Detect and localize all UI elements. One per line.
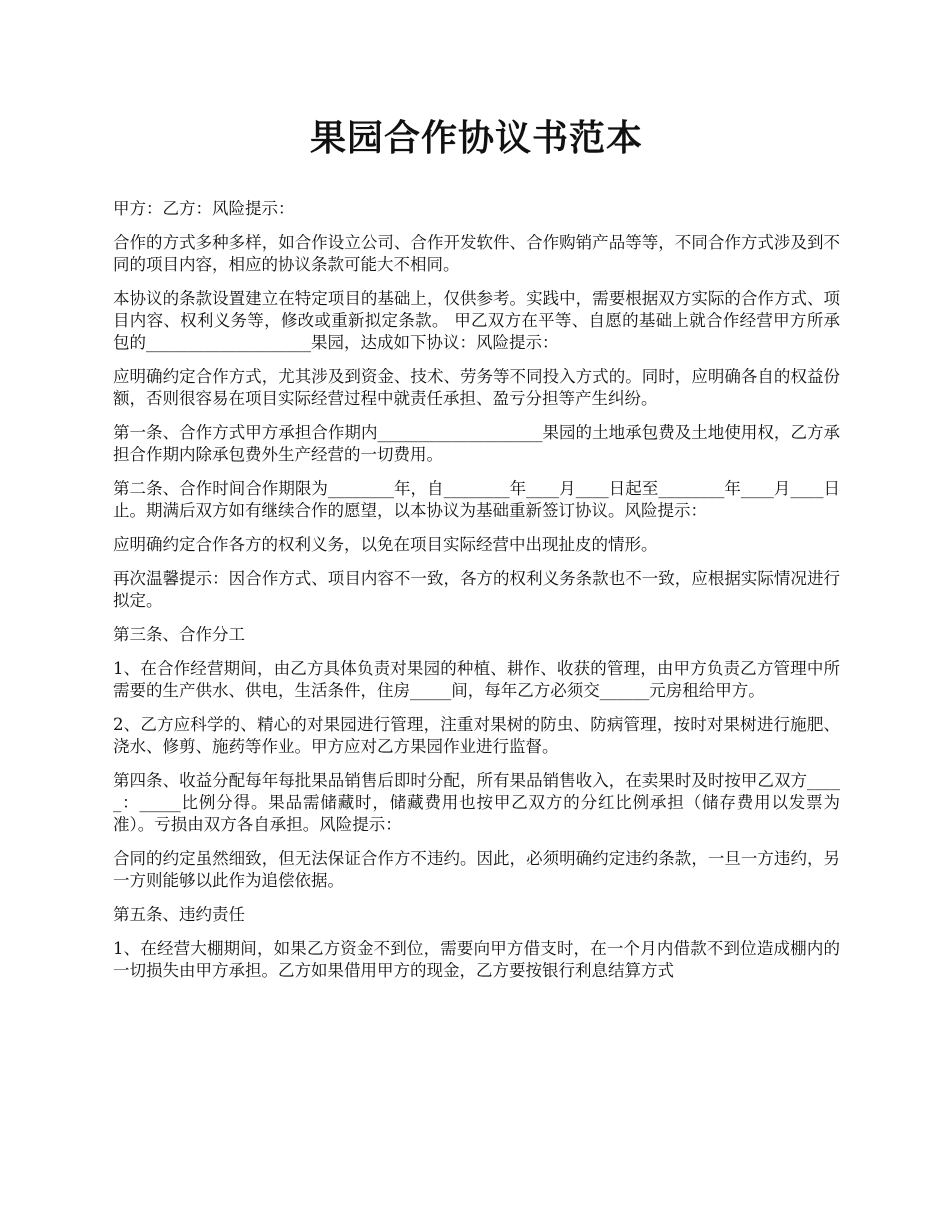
paragraph-article-2: 第二条、合作时间合作期限为________年，自________年____月____日起至________年____月____日止。期满后双方如有继续合作的愿望，以本协议为基础重新签订协议。风险提示： [113, 479, 840, 520]
paragraph-cooperation-forms: 合作的方式多种多样，如合作设立公司、合作开发软件、合作购销产品等等，不同合作方式涉及到不同的项目内容，相应的协议条款可能大不相同。 [113, 233, 840, 274]
document-page [113, 112, 840, 994]
paragraph-article-4: 第四条、收益分配每年每批果品销售后即时分配，所有果品销售收入，在卖果时及时按甲乙双方_____：_____比例分得。果品需储藏时，储藏费用也按甲乙双方的分红比例承担（储存费用以发票为准）。亏损由双方各自承担。风险提示： [113, 771, 840, 834]
document-title: 果园合作协议书范本 [309, 117, 643, 159]
paragraph-article-1: 第一条、合作方式甲方承担合作期内____________________果园的土地承包费及土地使用权，乙方承担合作期内除承包费外生产经营的一切费用。 [113, 423, 840, 464]
paragraph-risk-breach: 合同的约定虽然细致，但无法保证合作方不违约。因此，必须明确约定违约条款，一旦一方违约，另一方则能够以此作为追偿依据。 [113, 849, 840, 890]
paragraph-article-3-item-2: 2、乙方应科学的、精心的对果园进行管理，注重对果树的防虫、防病管理，按时对果树进行施肥、浇水、修剪、施药等作业。甲方应对乙方果园作业进行监督。 [113, 715, 840, 756]
paragraph-agreement-basis: 本协议的条款设置建立在特定项目的基础上，仅供参考。实践中，需要根据双方实际的合作方式、项目内容、权利义务等，修改或重新拟定条款。 甲乙双方在平等、自愿的基础上就合作经营甲方所承包的____________________果园，达成如下协议：风险提示： [113, 289, 840, 352]
paragraph-parties: 甲方：乙方：风险提示： [113, 199, 295, 218]
paragraph-article-3-heading: 第三条、合作分工 [113, 625, 245, 644]
paragraph-article-3-item-1: 1、在合作经营期间，由乙方具体负责对果园的种植、耕作、收获的管理，由甲方负责乙方管理中所需要的生产供水、供电，生活条件，住房_____间，每年乙方必须交______元房租给甲方。 [113, 659, 840, 700]
paragraph-risk-cooperation-mode: 应明确约定合作方式，尤其涉及到资金、技术、劳务等不同投入方式的。同时，应明确各自的权益份额，否则很容易在项目实际经营过程中就责任承担、盈亏分担等产生纠纷。 [113, 367, 840, 408]
paragraph-risk-rights: 应明确约定合作各方的权利义务，以免在项目实际经营中出现扯皮的情形。 [113, 535, 658, 554]
paragraph-article-5-heading: 第五条、违约责任 [113, 905, 245, 924]
paragraph-reminder: 再次温馨提示：因合作方式、项目内容不一致，各方的权利义务条款也不一致，应根据实际情况进行拟定。 [113, 569, 840, 610]
paragraph-article-5-item-1: 1、在经营大棚期间，如果乙方资金不到位，需要向甲方借支时，在一个月内借款不到位造成棚内的一切损失由甲方承担。乙方如果借用甲方的现金，乙方要按银行利息结算方式 [113, 939, 840, 980]
